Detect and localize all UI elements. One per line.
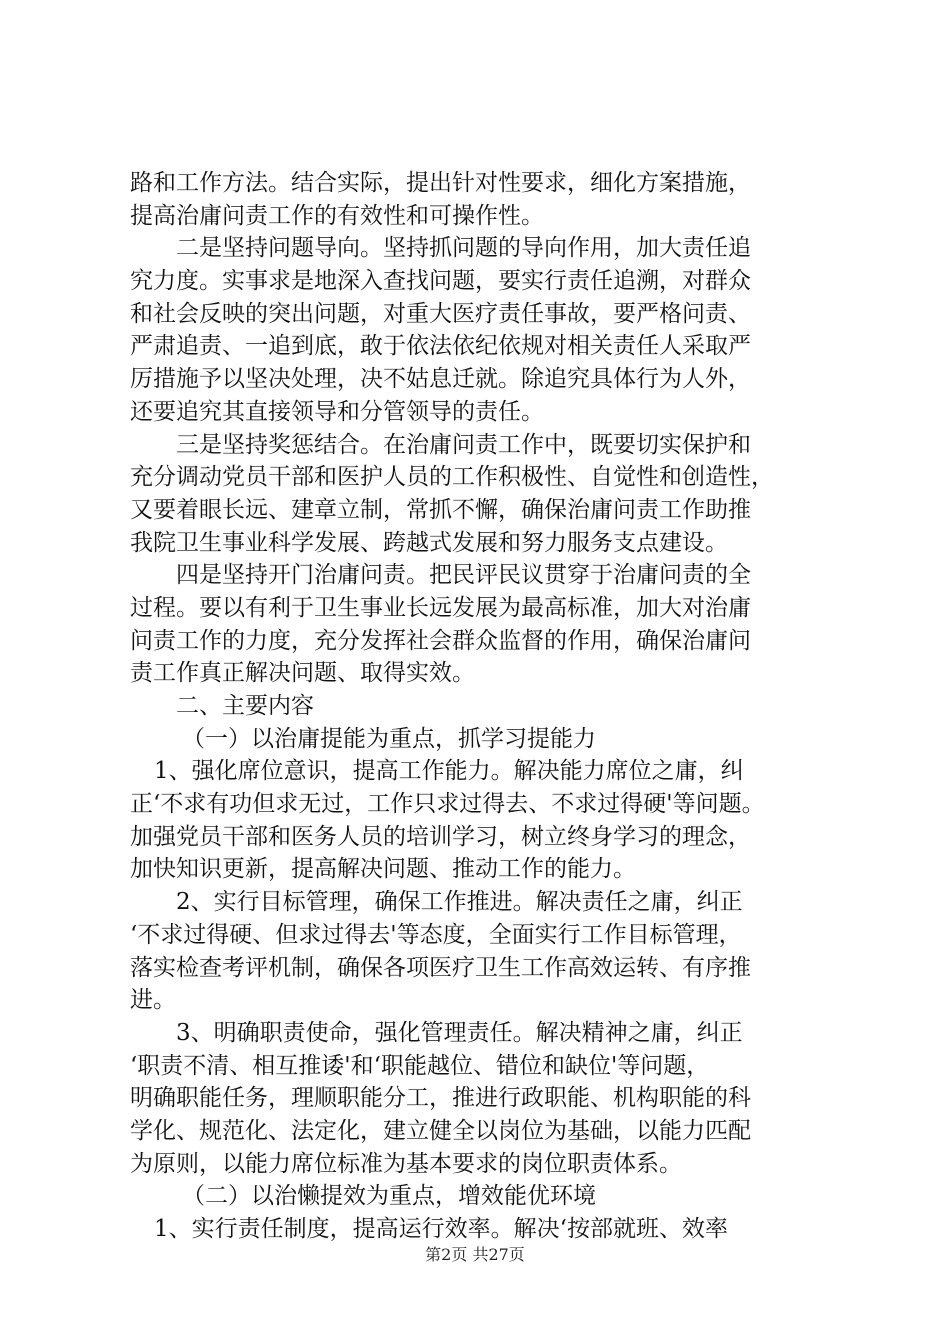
text-line: 3、明确职责使命，强化管理责任。解决精神之庸，纠正 (176, 1019, 743, 1046)
text-line: 正‘不求有功但求无过，工作只求过得去、不求过得硬'等问题。 (130, 791, 765, 818)
page-number-footer: 第2页 共27页 (425, 1245, 525, 1264)
text-line: 责工作真正解决问题、取得实效。 (130, 660, 475, 687)
text-line: 和社会反映的突出问题，对重大医疗责任事故，要严格问责、 (130, 300, 751, 327)
text-line: 四是坚持开门治庸问责。把民评民议贯穿于治庸问责的全 (176, 562, 751, 589)
text-line: 落实检查考评机制，确保各项医疗卫生工作高效运转、有序推 (130, 954, 751, 981)
text-line: 问责工作的力度，充分发挥社会群众监督的作用，确保治庸问 (130, 627, 751, 654)
subsection-heading: （二）以治懒提效为重点，增效能优环境 (182, 1183, 596, 1210)
text-line: 二是坚持问题导向。坚持抓问题的导向作用，加大责任追 (176, 235, 751, 262)
text-line: 路和工作方法。结合实际，提出针对性要求，细化方案措施， (130, 170, 751, 196)
text-line: 2、实行目标管理，确保工作推进。解决责任之庸，纠正 (176, 889, 743, 916)
text-line: 学化、规范化、法定化，建立健全以岗位为基础，以能力匹配 (130, 1117, 751, 1144)
text-line: 提高治庸问责工作的有效性和可操作性。 (130, 202, 544, 229)
subsection-heading: （一）以治庸提能为重点，抓学习提能力 (182, 725, 596, 752)
text-line: 充分调动党员干部和医护人员的工作积极性、自觉性和创造性， (130, 464, 774, 491)
text-line: 为原则，以能力席位标准为基本要求的岗位职责体系。 (130, 1150, 682, 1177)
document-body (130, 167, 835, 1246)
text-line: ‘职责不清、相互推诿'和‘职能越位、错位和缺位'等问题， (130, 1052, 710, 1079)
text-line: 我院卫生事业科学发展、跨越式发展和努力服务支点建设。 (130, 529, 728, 556)
text-line: 过程。要以有利于卫生事业长远发展为最高标准，加大对治庸 (130, 594, 751, 621)
text-line: 进。 (130, 987, 176, 1014)
text-line: 严肃追责、一追到底，敢于依法依纪依规对相关责任人采取严 (130, 333, 751, 360)
text-line: 三是坚持奖惩结合。在治庸问责工作中，既要切实保护和 (176, 431, 751, 458)
text-line: 厉措施予以坚决处理，决不姑息迁就。除追究具体行为人外， (130, 366, 751, 393)
text-line: 1、实行责任制度，提高运行效率。解决‘按部就班、效率 (154, 1216, 728, 1242)
text-line: 1、强化席位意识，提高工作能力。解决能力席位之庸，纠 (154, 758, 744, 785)
section-heading: 二、主要内容 (176, 693, 314, 719)
text-line: 又要着眼长远、建章立制，常抓不懈，确保治庸问责工作助推 (130, 496, 751, 523)
text-line: ‘不求过得硬、但求过得去'等态度，全面实行工作目标管理， (130, 921, 742, 948)
text-line: 明确职能任务，理顺职能分工，推进行政职能、机构职能的科 (130, 1085, 751, 1112)
text-line: 加强党员干部和医务人员的培训学习，树立终身学习的理念， (130, 823, 751, 850)
text-line: 还要追究其直接领导和分管领导的责任。 (130, 398, 544, 425)
text-line: 加快知识更新，提高解决问题、推动工作的能力。 (130, 856, 636, 883)
text-line: 究力度。实事求是地深入查找问题，要实行责任追溯，对群众 (130, 268, 751, 295)
